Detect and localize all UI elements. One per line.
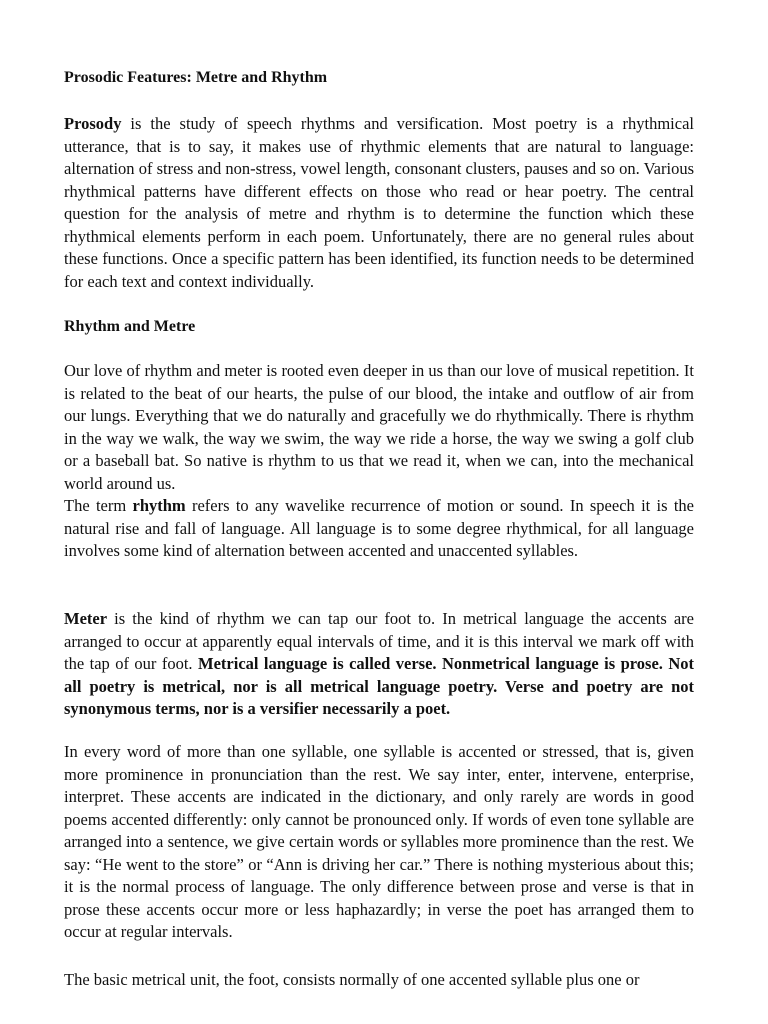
syllable-accent-paragraph: In every word of more than one syllable, one syllable is accented or stressed, that is, given more prominence in pronunciation than the rest. We say inter, enter, intervene, enterprise, interpret. These accents are indicated in the dictionary, and only rarely are words in good poems accented differently: only cannot be pronounced only. If words of even tone syllable are arranged into a sentence, we give certain words or syllables more prominence than the rest. We say: “He went to the store” or “Ann is driving her car.” There is nothing mysterious about this; it is the normal process of language. The only difference between prose and verse is that in prose these accents occur more or less haphazardly; in verse the poet has arranged them to occur at regular intervals.: [64, 742, 694, 941]
rhythm-love-paragraph: Our love of rhythm and meter is rooted even deeper in us than our love of musical repetition. It is related to the beat of our hearts, the pulse of our blood, the intake and outflow of air from our lungs. Everything that we do naturally and gracefully we do rhythmically. There is rhythm in the way we walk, the way we swim, the way we ride a horse, the way we swing a golf club or a baseball bat. So native is rhythm to us that we read it, when we can, into the mechanical world around us.: [64, 361, 694, 493]
rhythm-text: refers to any wavelike recurrence of motion or sound. In speech it is the natural rise and fall of language. All language is to some degree rhythmical, for all language involves some kind of alternation between accented and unaccented syllables.: [64, 496, 695, 560]
meter-paragraph: [64, 608, 694, 721]
meter-text: is the kind of rhythm we can tap our foot to. In metrical language the accents are arranged to occur at apparently equal intervals of time, and it is this interval we mark off with the tap of our foot.: [64, 609, 694, 673]
rhythm-lead-text: The term: [64, 496, 133, 515]
meter-bold-statement: Metrical language is called verse. Nonmetrical language is prose. Not all poetry is metrical, nor is all metrical language poetry. Verse and poetry are not synonymous terms, nor is a versifier necessarily a poet.: [64, 654, 695, 718]
meter-term: Meter: [64, 609, 108, 628]
rhythm-definition-paragraph: [64, 495, 694, 563]
prosody-text: is the study of speech rhythms and versification. Most poetry is a rhythmical utterance, that is to say, it makes use of rhythmic elements that are natural to language: alternation of stress and non-stress, vowel length, consonant clusters, pauses and so on. Various rhythmical patterns have different effects on those who read or hear poetry. The central question for the analysis of metre and rhythm is to determine the function which these rhythmical elements perform in each poem. Unfortunately, there are no general rules about these functions. Once a specific pattern has been identified, its function needs to be determined for each text and context individually.: [64, 114, 694, 291]
rhythm-term: rhythm: [132, 496, 186, 515]
prosody-paragraph: [64, 113, 694, 293]
page-title: Prosodic Features: Metre and Rhythm: [64, 69, 328, 86]
metrical-foot-paragraph: The basic metrical unit, the foot, consists normally of one accented syllable plus one or: [64, 970, 640, 989]
section-heading-rhythm-metre: Rhythm and Metre: [64, 318, 196, 335]
prosody-term: Prosody: [64, 114, 122, 133]
